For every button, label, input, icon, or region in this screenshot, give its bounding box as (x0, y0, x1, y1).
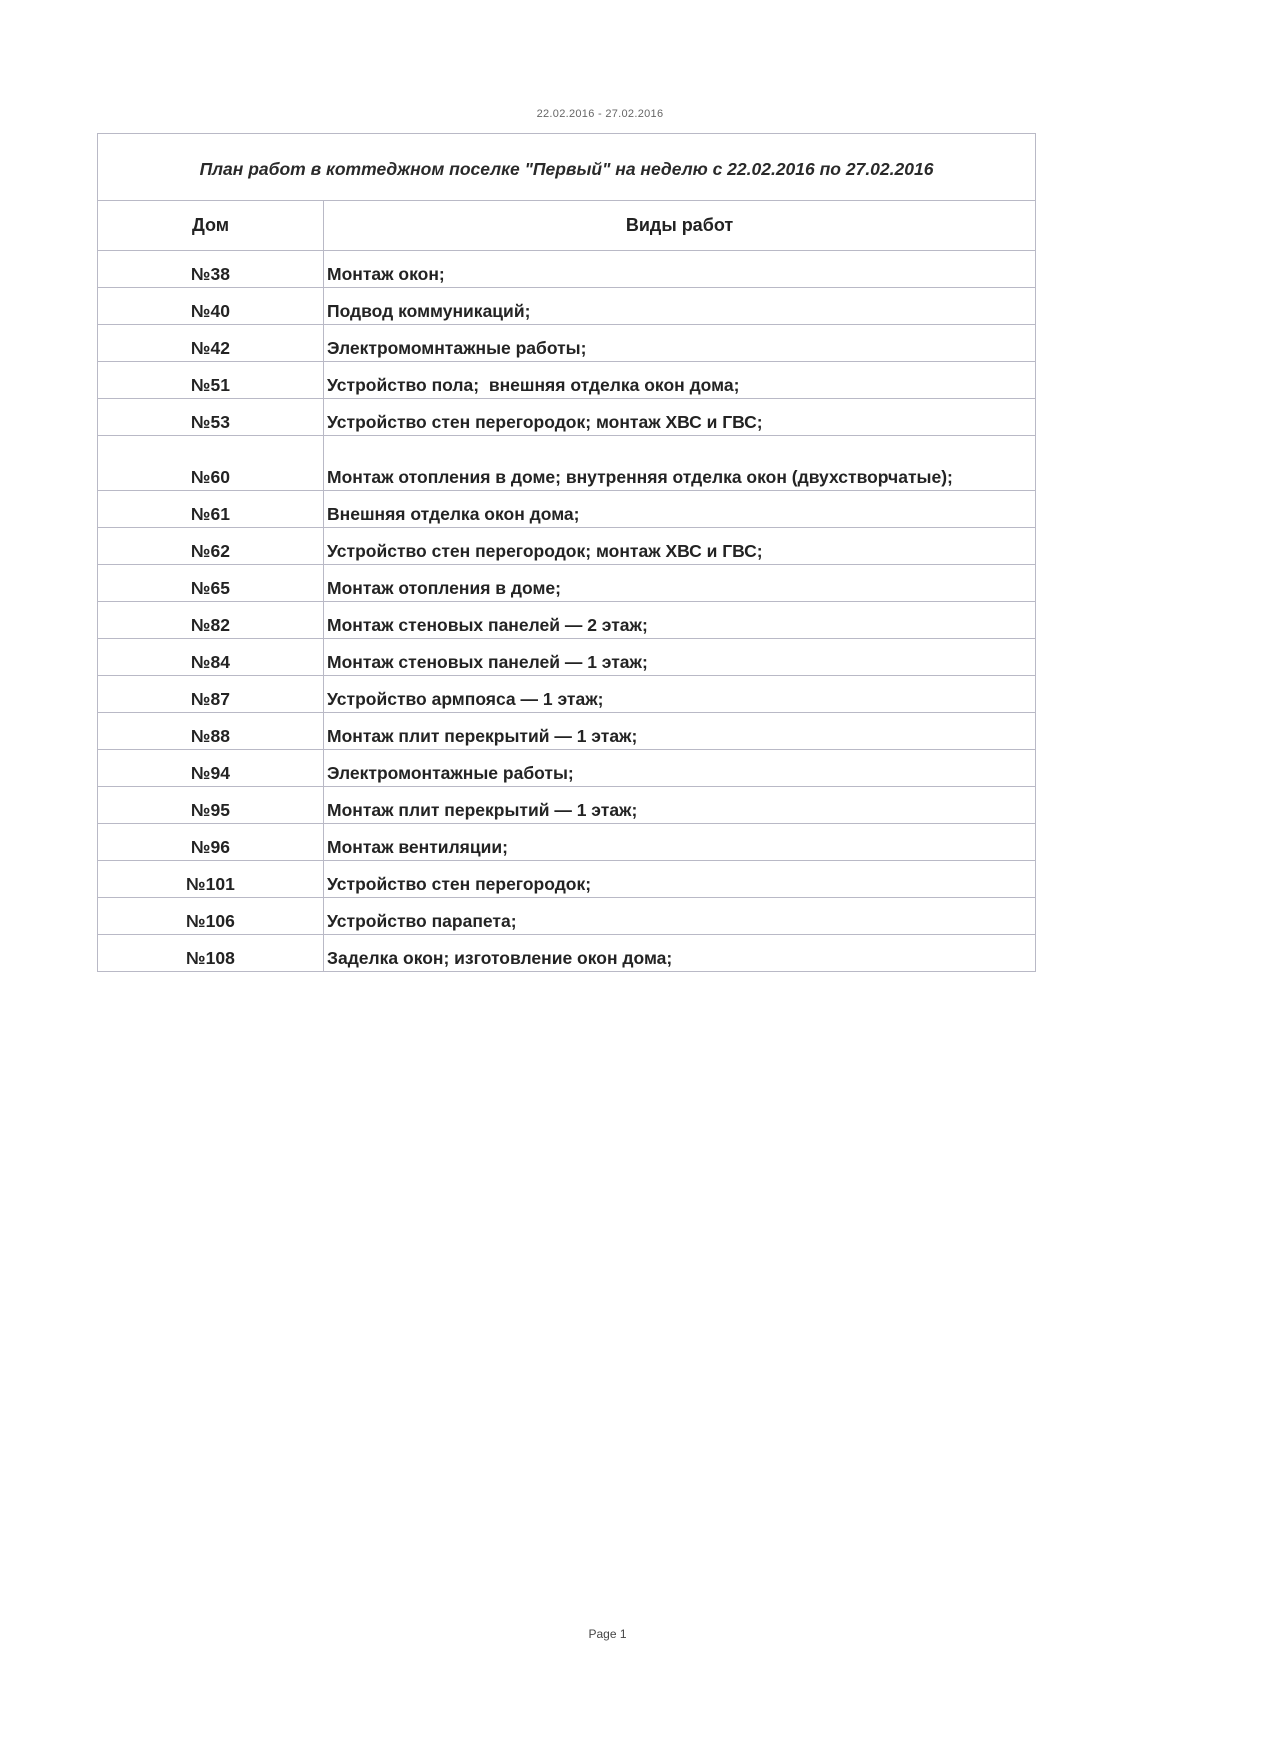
table-row (98, 491, 1036, 528)
work-description: Монтаж стеновых панелей — 1 этаж; (324, 639, 1036, 676)
house-number: №62 (98, 528, 324, 565)
house-number: №42 (98, 325, 324, 362)
table-row (98, 787, 1036, 824)
table-row (98, 861, 1036, 898)
work-description: Монтаж отопления в доме; внутренняя отделка окон (двухстворчатые); (324, 436, 1036, 491)
table-row (98, 528, 1036, 565)
work-description: Устройство пола; внешняя отделка окон дома; (324, 362, 1036, 399)
table-row (98, 399, 1036, 436)
house-number: №65 (98, 565, 324, 602)
table-row (98, 565, 1036, 602)
table-row (98, 935, 1036, 972)
house-number: №95 (98, 787, 324, 824)
house-number: №106 (98, 898, 324, 935)
table-row (98, 898, 1036, 935)
house-number: №40 (98, 288, 324, 325)
house-number: №60 (98, 436, 324, 491)
work-description: Электромонтажные работы; (324, 750, 1036, 787)
house-number: №87 (98, 676, 324, 713)
table-header-row (98, 201, 1036, 251)
work-description: Монтаж окон; (324, 251, 1036, 288)
table-row (98, 288, 1036, 325)
table-row (98, 602, 1036, 639)
house-number: №82 (98, 602, 324, 639)
work-description: Подвод коммуникаций; (324, 288, 1036, 325)
table-row (98, 713, 1036, 750)
work-description: Монтаж плит перекрытий — 1 этаж; (324, 713, 1036, 750)
work-description: Устройство парапета; (324, 898, 1036, 935)
table-title-row (98, 134, 1036, 201)
table-row (98, 362, 1036, 399)
table-row (98, 676, 1036, 713)
house-number: №108 (98, 935, 324, 972)
work-description: Монтаж стеновых панелей — 2 этаж; (324, 602, 1036, 639)
work-description: Заделка окон; изготовление окон дома; (324, 935, 1036, 972)
house-number: №88 (98, 713, 324, 750)
house-number: №61 (98, 491, 324, 528)
house-number: №96 (98, 824, 324, 861)
work-description: Монтаж вентиляции; (324, 824, 1036, 861)
page-number: Page 1 (588, 1627, 627, 1641)
work-description: Монтаж отопления в доме; (324, 565, 1036, 602)
work-description: Монтаж плит перекрытий — 1 этаж; (324, 787, 1036, 824)
house-number: №94 (98, 750, 324, 787)
table-row (98, 436, 1036, 491)
table-title: План работ в коттеджном поселке "Первый" на неделю с 22.02.2016 по 27.02.2016 (98, 134, 1036, 201)
work-description: Устройство стен перегородок; монтаж ХВС и ГВС; (324, 528, 1036, 565)
house-number: №101 (98, 861, 324, 898)
house-number: №53 (98, 399, 324, 436)
date-range-header: 22.02.2016 - 27.02.2016 (536, 108, 664, 120)
table-row (98, 251, 1036, 288)
house-number: №84 (98, 639, 324, 676)
house-number: №51 (98, 362, 324, 399)
work-description: Внешняя отделка окон дома; (324, 491, 1036, 528)
table-row (98, 639, 1036, 676)
table-row (98, 750, 1036, 787)
work-plan-table (97, 133, 1036, 972)
column-header-work: Виды работ (324, 201, 1036, 251)
column-header-house: Дом (98, 201, 324, 251)
house-number: №38 (98, 251, 324, 288)
work-description: Устройство стен перегородок; (324, 861, 1036, 898)
work-description: Устройство армпояса — 1 этаж; (324, 676, 1036, 713)
work-description: Электромомнтажные работы; (324, 325, 1036, 362)
work-description: Устройство стен перегородок; монтаж ХВС и ГВС; (324, 399, 1036, 436)
table-row (98, 325, 1036, 362)
table-row (98, 824, 1036, 861)
